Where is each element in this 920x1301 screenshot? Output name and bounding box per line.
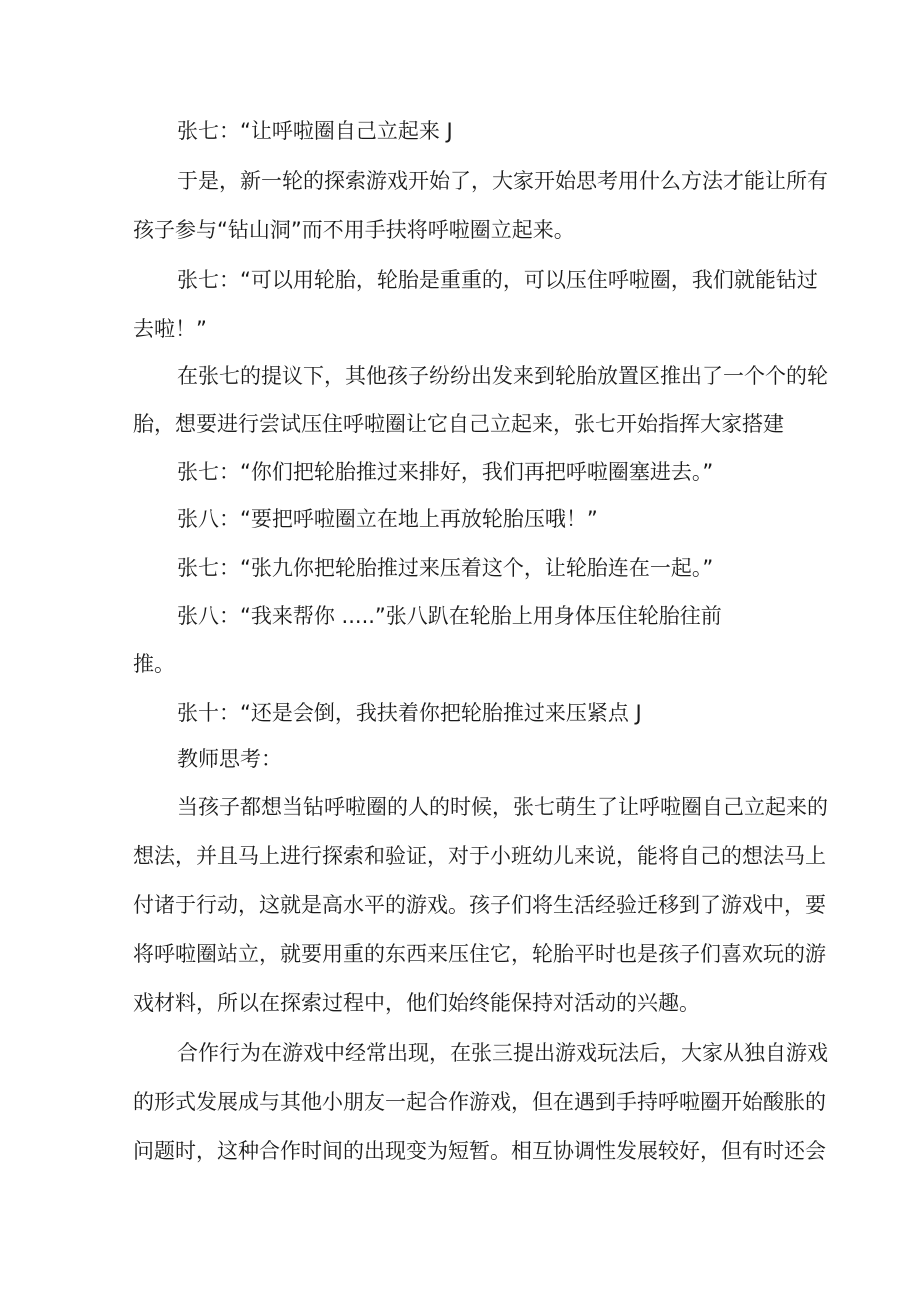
text-line: 张七：“张九你把轮胎推过来压着这个，让轮胎连在一起。” xyxy=(177,556,714,580)
text-line: 将呼啦圈站立，就要用重的东西来压住它，轮胎平时也是孩子们喜欢玩的游 xyxy=(133,942,826,966)
text-line: 合作行为在游戏中经常出现，在张三提出游戏玩法后，大家从独自游戏 xyxy=(177,1041,828,1065)
text-line: 去啦！” xyxy=(133,317,207,341)
text-line: 张七：“让呼啦圈自己立起来 J xyxy=(177,119,453,143)
text-line: 张七：“可以用轮胎，轮胎是重重的，可以压住呼啦圈，我们就能钻过 xyxy=(177,268,818,292)
text-line: 戏材料，所以在探索过程中，他们始终能保持对活动的兴趣。 xyxy=(133,991,700,1015)
text-line: 张七：“你们把轮胎推过来排好，我们再把呼啦圈塞进去。” xyxy=(177,460,714,484)
text-line: 孩子参与“钻山洞”而不用手扶将呼啦圈立起来。 xyxy=(133,218,575,242)
text-line: 于是，新一轮的探索游戏开始了，大家开始思考用什么方法才能让所有 xyxy=(177,169,828,193)
text-line: 当孩子都想当钻呼啦圈的人的时候，张七萌生了让呼啦圈自己立起来的 xyxy=(177,795,828,819)
text-line: 在张七的提议下，其他孩子纷纷出发来到轮胎放置区推出了一个个的轮 xyxy=(177,364,828,388)
text-line: 张十：“还是会倒，我扶着你把轮胎推过来压紧点 J xyxy=(177,701,642,725)
text-line: 张八：“要把呼啦圈立在地上再放轮胎压哦！” xyxy=(177,507,598,531)
text-line: 胎，想要进行尝试压住呼啦圈让它自己立起来，张七开始指挥大家搭建 xyxy=(133,412,784,436)
text-line: 推。 xyxy=(133,652,175,676)
text-line: 的形式发展成与其他小朋友一起合作游戏，但在遇到手持呼啦圈开始酸胀的 xyxy=(133,1090,826,1114)
text-line: 付诸于行动，这就是高水平的游戏。孩子们将生活经验迁移到了游戏中，要 xyxy=(133,893,826,917)
text-line: 教师思考： xyxy=(177,747,282,771)
text-line: 张八：“我来帮你 .....”张八趴在轮胎上用身体压住轮胎往前 xyxy=(177,604,722,628)
text-line: 问题时，这种合作时间的出现变为短暂。相互协调性发展较好，但有时还会 xyxy=(133,1139,826,1163)
text-line: 想法，并且马上进行探索和验证，对于小班幼儿来说，能将自己的想法马上 xyxy=(133,844,826,868)
